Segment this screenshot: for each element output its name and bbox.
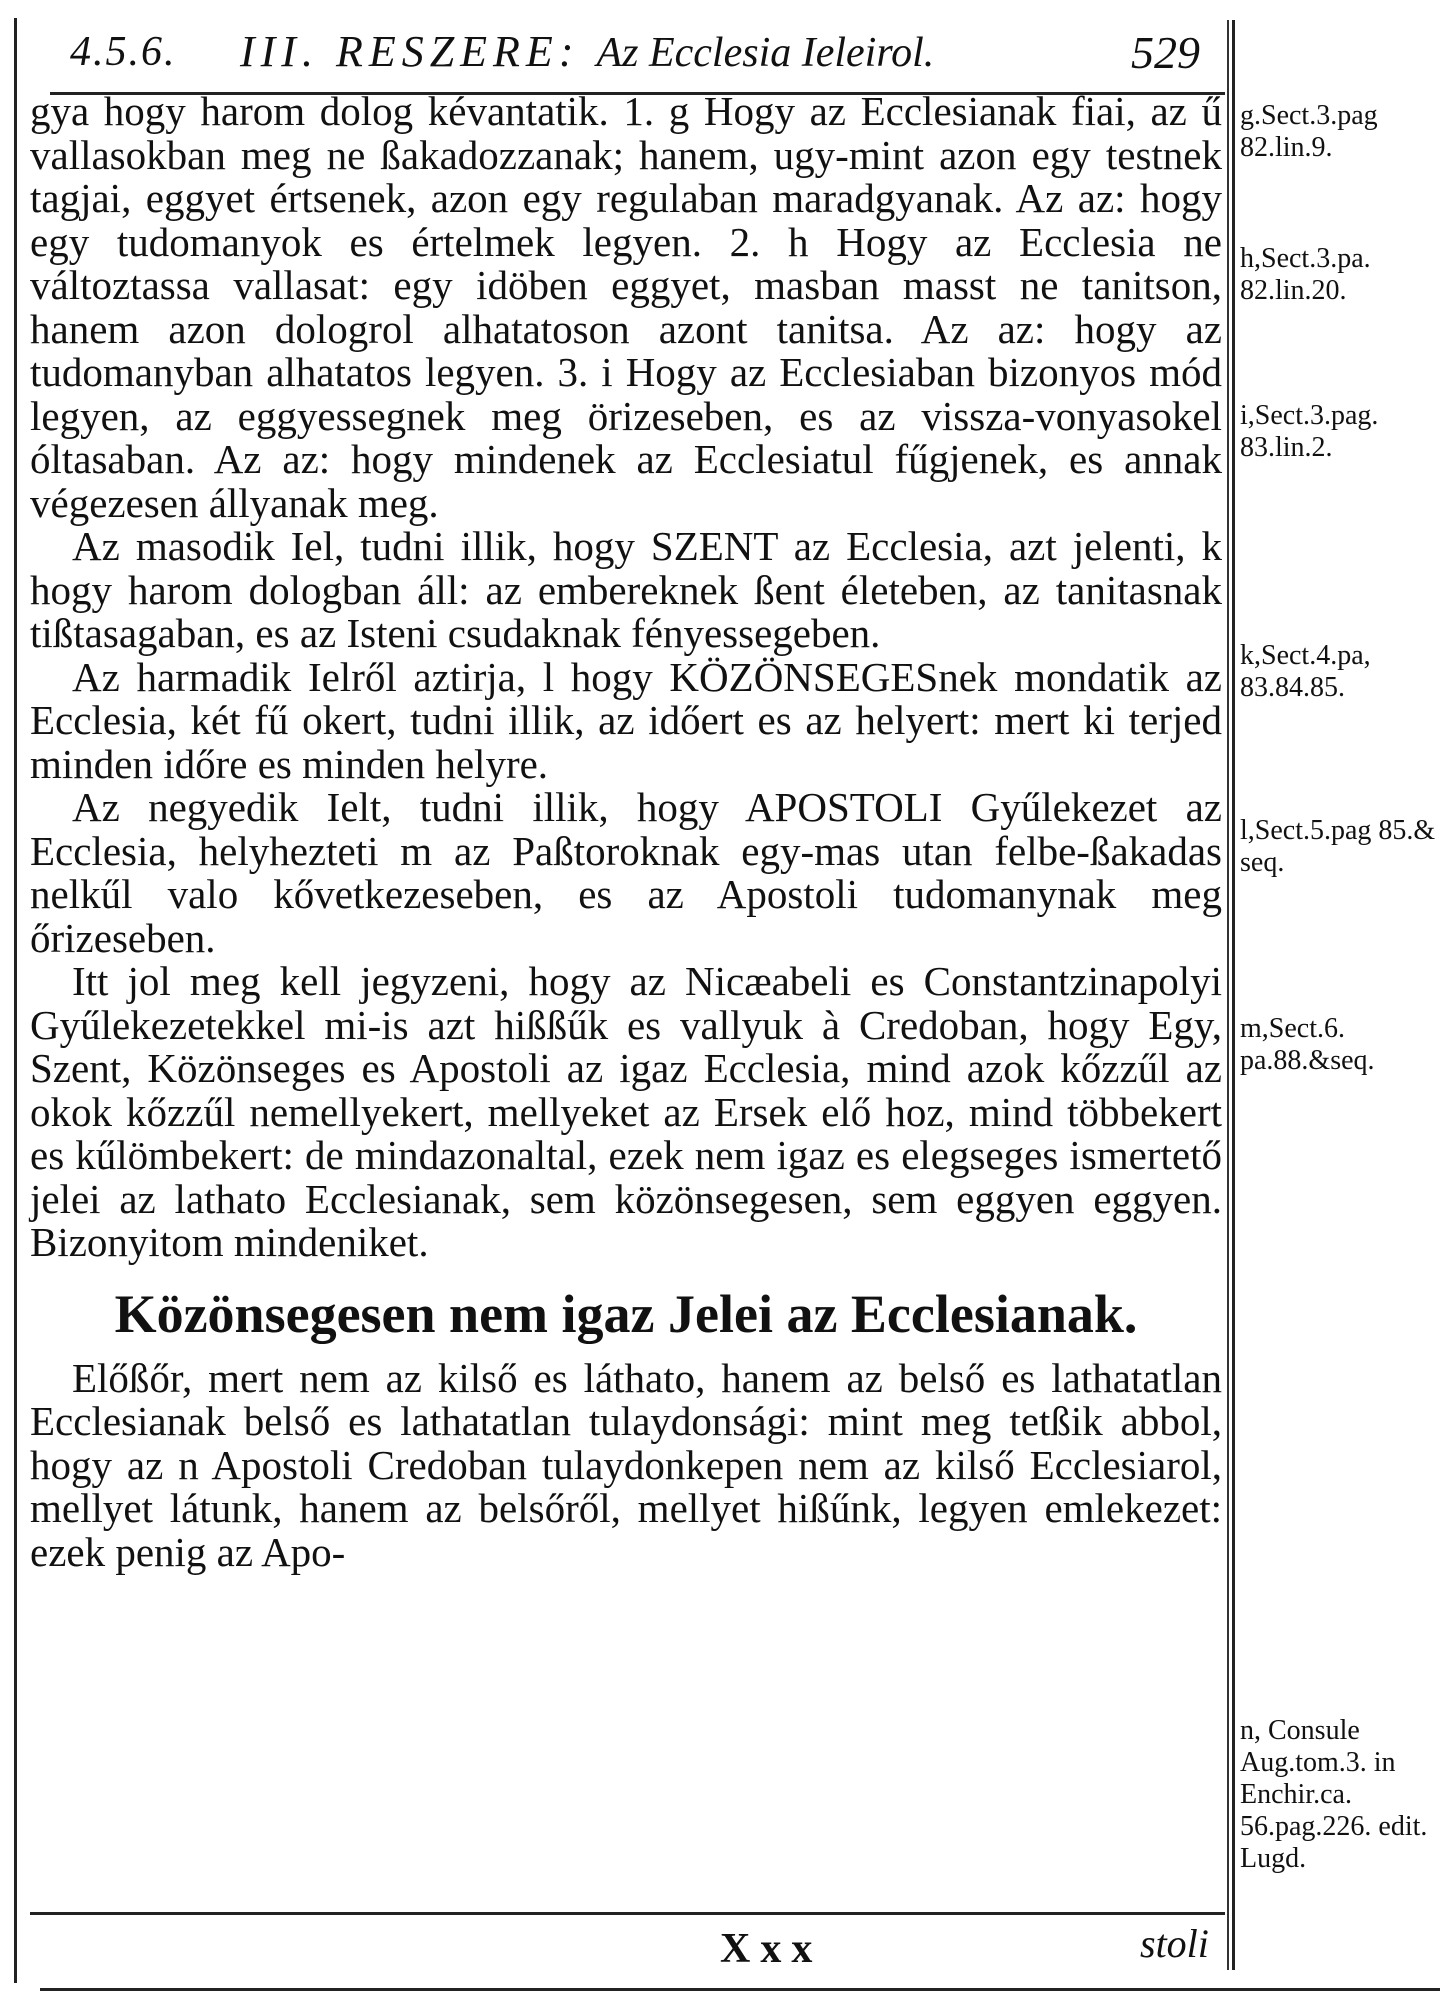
paragraph-5: Itt jol meg kell jegyzeni, hogy az Nicæabeli es Constantzinapolyi Gyűlekezetekkel mi-is azt hißßűk es vallyuk à Credoban, hogy Egy, Szent, Közönseges es Apostoli az igaz Ecclesia, mind azok kőzzűl az okok kőzzűl nemellyekert, mellyeket az Ersek elő hoz, mind többekert es kűlömbekert: de mindazonaltal, ezek nem igaz es elegseges ismertető jelei az lathato Ecclesianak, sem közönsegesen, sem eggyen eggyen. Bizonyitom mindeniket. bbox=[30, 958, 1222, 1265]
margin-note-h: h,Sect.3.pa. 82.lin.20. bbox=[1240, 243, 1371, 306]
paragraph-1: gya hogy harom dolog kévantatik. 1. g Hogy az Ecclesianak fiai, az ű vallasokban meg ne ßakadozzanak; hanem, ugy-mint azon egy testnek tagjai, eggyet értsenek, azon egy regulaban maradgyanak. Az az: hogy egy tudomanyok es értelmek legyen. 2. h Hogy az Ecclesia ne változtassa vallasat: egy idöben eggyet, masban masst ne tanitson, hanem azon dologrol alhatatoson azont tanitsa. Az az: hogy az tudomanyban alhatatos legyen. 3. i Hogy az Ecclesiaban bizonyos mód legyen, az eggyessegnek meg örizeseben, es az vissza-vonyasokel óltasaban. Az az: hogy mindenek az Ecclesiatul fűgjenek, es annak végezesen állyanak meg. bbox=[30, 88, 1222, 526]
part-label: III. RESZERE: bbox=[240, 27, 580, 76]
margin-note-k: k,Sect.4.pa, 83.84.85. bbox=[1240, 640, 1371, 703]
paragraph-4: Az negyedik Ielt, tudni illik, hogy APOSTOLI Gyűlekezet az Ecclesia, helyhezteti m az Paßtoroknak egy-mas utan felbe-ßakadas nelkűl valo kővetkezeseben, es az Apostoli tudomanynak meg őrizeseben. bbox=[30, 784, 1222, 961]
margin-note-i: i,Sect.3.pag. 83.lin.2. bbox=[1240, 400, 1379, 463]
margin-note-n: n, Consule Aug.tom.3. in Enchir.ca. 56.pag.226. edit. Lugd. bbox=[1240, 1715, 1428, 1874]
paragraph-2: Az masodik Iel, tudni illik, hogy SZENT az Ecclesia, azt jelenti, k hogy harom dologban áll: az embereknek ßent életeben, az tanitasnak tißtasagaban, es az Isteni csudaknak fényessegeben. bbox=[30, 523, 1222, 656]
main-text-column bbox=[30, 90, 1222, 1574]
section-heading: Közönsegesen nem igaz Jelei az Ecclesianak. bbox=[114, 1283, 1138, 1344]
header-title-line bbox=[240, 26, 934, 77]
signature-mark: Xxx bbox=[720, 1926, 823, 1972]
page-number: 529 bbox=[1131, 27, 1200, 78]
margin-note-l: l,Sect.5.pag 85.& seq. bbox=[1240, 815, 1436, 878]
paragraph-3: Az harmadik Ielről aztirja, l hogy KÖZÖNSEGESnek mondatik az Ecclesia, két fű okert, tudni illik, az időert es az helyert: mert ki terjed minden időre es minden helyre. bbox=[30, 653, 1222, 787]
right-border-rule bbox=[1232, 20, 1235, 1970]
catchword: stoli bbox=[1140, 1921, 1209, 1966]
margin-note-g: g.Sect.3.pag 82.lin.9. bbox=[1240, 100, 1378, 163]
margin-note-m: m,Sect.6. pa.88.&seq. bbox=[1240, 1013, 1375, 1076]
chapter-title: Az Ecclesia Ieleirol. bbox=[596, 30, 935, 76]
section-number: 4.5.6. bbox=[70, 29, 177, 75]
bottom-border-rule bbox=[40, 1988, 1440, 1991]
left-border-rule bbox=[14, 18, 17, 1983]
column-divider-rule bbox=[1227, 20, 1229, 1970]
running-header bbox=[70, 18, 1220, 88]
footer-rule bbox=[30, 1912, 1225, 1915]
paragraph-6: Előßőr, mert nem az kilső es láthato, hanem az belső es lathatatlan Ecclesianak belső es lathatatlan tulaydonsági: mint meg tetßik abbol, hogy az n Apostoli Credoban tulaydonkepen nem az kilső Ecclesiarol, mellyet látunk, hanem az belsőről, mellyet hißűnk, legyen emlekezet: ezek penig az Apo- bbox=[30, 1354, 1222, 1575]
